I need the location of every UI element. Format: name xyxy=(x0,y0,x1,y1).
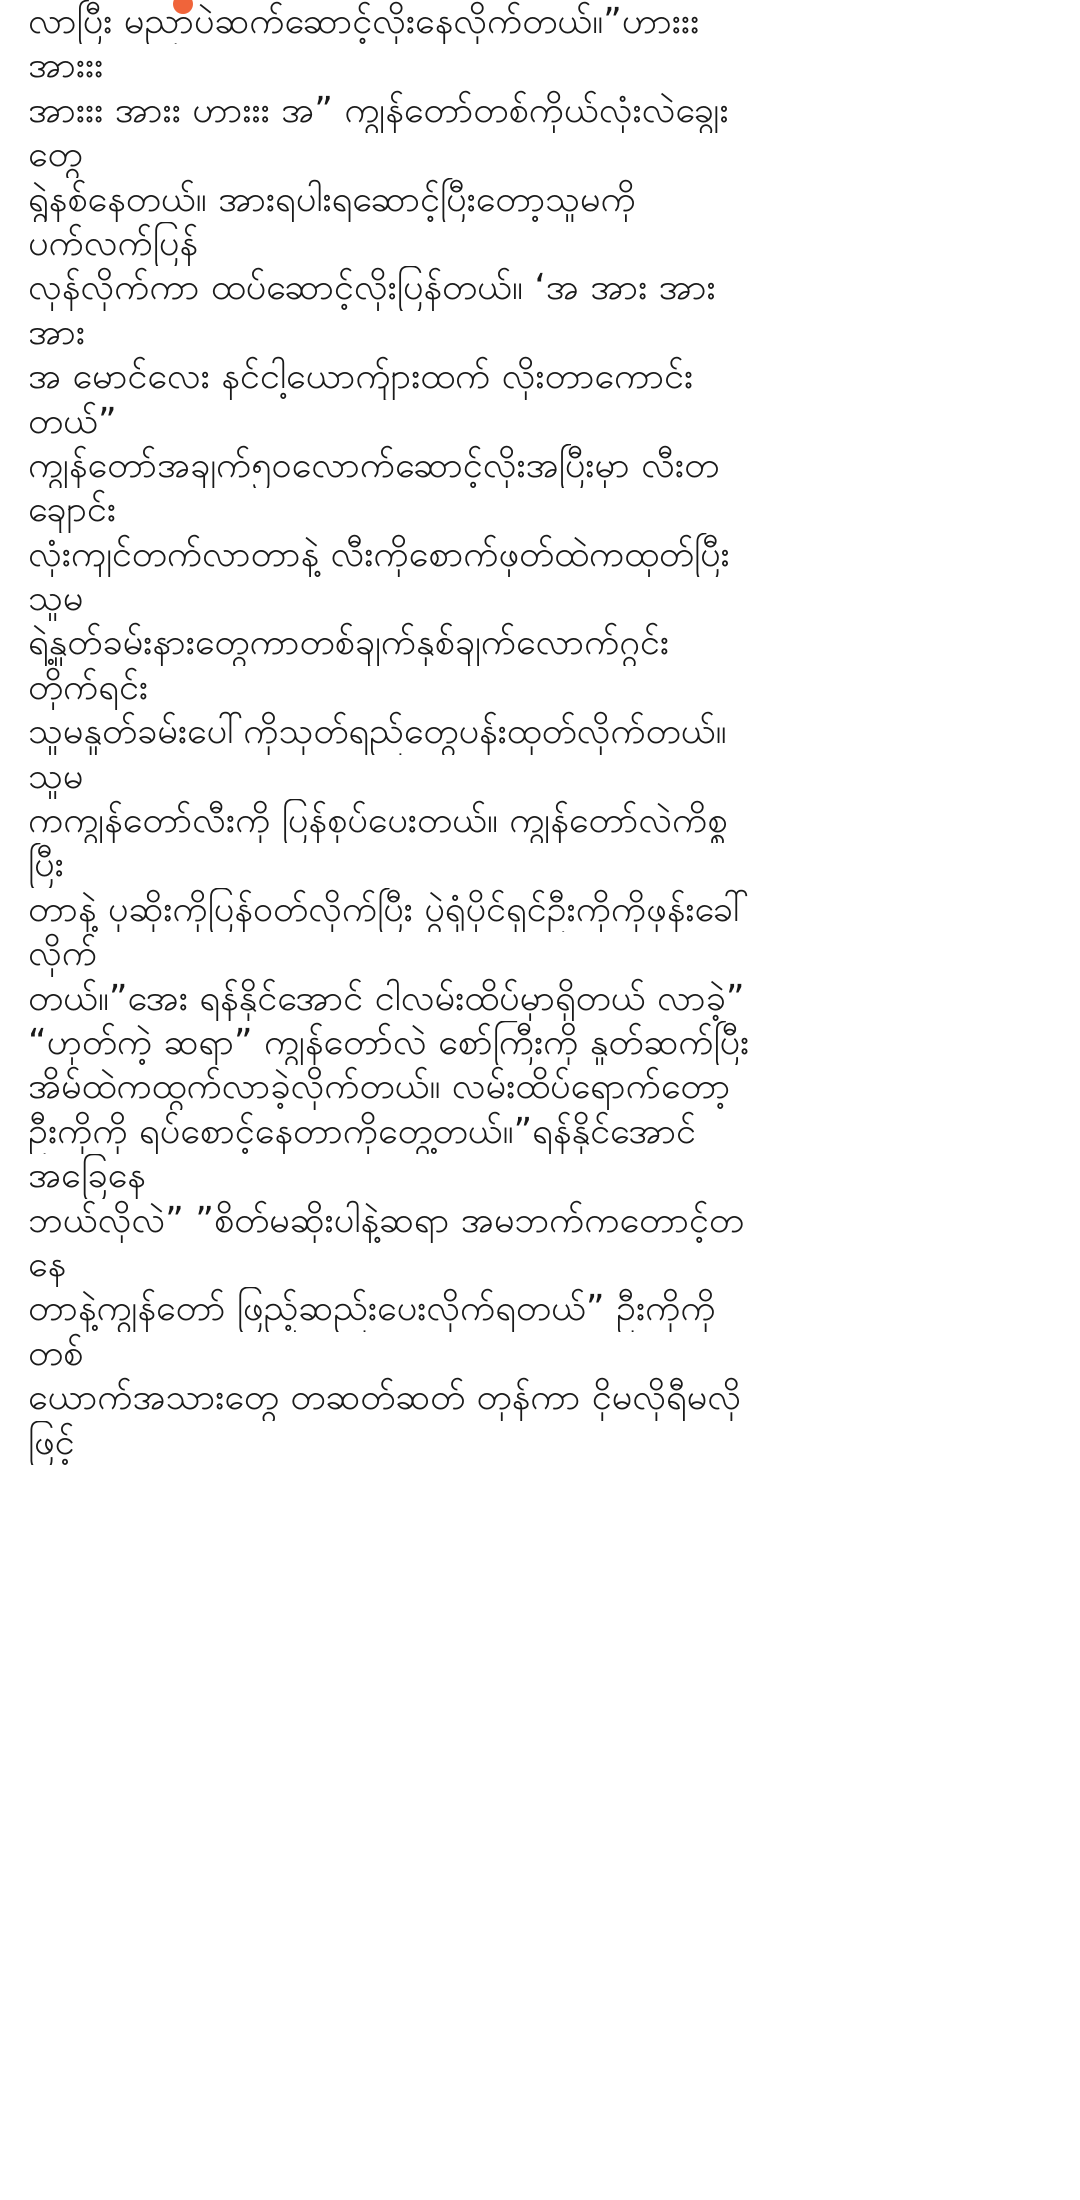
text-line: လှန်လိုက်ကာ ထပ်ဆောင့်လိုးပြန်တယ်။ ‘အ အား အား xyxy=(28,267,716,309)
text-line: ရွဲနစ်နေတယ်။ အားရပါးရဆောင့်ပြီးတော့သူမကို xyxy=(28,178,636,220)
text-line: တာနဲ့ကျွန်တော် ဖြည့်ဆည်းပေးလိုက်ရတယ်” ဦးကိုကို xyxy=(28,1288,716,1330)
text-line: အိမ်ထဲကထွက်လာခဲ့လိုက်တယ်။ လမ်းထိပ်ရောက်တော့ xyxy=(28,1066,731,1108)
text-line: ဦးကိုကို ရပ်စောင့်နေတာကိုတွေ့တယ်။”ရန်နိုင်အောင် xyxy=(28,1110,697,1152)
text-line: ချောင်း xyxy=(28,489,116,531)
text-line: ကကျွန်တော်လီးကို ပြန်စုပ်ပေးတယ်။ ကျွန်တော်လဲကိစ္စ xyxy=(28,800,728,842)
text-line: လာပြီး မညာပဲဆက်ဆောင့်လိုးနေလိုက်တယ်။”ဟားးး xyxy=(28,1,700,42)
text-line: လိုက် xyxy=(28,933,97,975)
text-line: အခြေနေ xyxy=(28,1155,146,1197)
text-line: နေ xyxy=(28,1243,67,1285)
text-line: တွေ xyxy=(28,134,83,176)
text-line: အ မောင်လေး နင်ငါ့ယောက်ျားထက် လိုးတာကောင်း xyxy=(28,356,694,398)
story-text xyxy=(28,0,1068,1465)
text-line: ပက်လက်ပြန် xyxy=(28,222,198,264)
text-line: “ဟုတ်ကဲ့ ဆရာ” ကျွန်တော်လဲ စော်ကြီးကို နှုတ်ဆက်ပြီး xyxy=(28,1021,750,1063)
text-line: ကျွန်တော်အချက်၅၀လောက်ဆောင့်လိုးအပြီးမှာ လီးတ xyxy=(28,444,720,486)
text-line: တိုက်ရင်း xyxy=(28,666,149,708)
text-line: လုံးကျင်တက်လာတာနဲ့ လီးကိုစောက်ဖုတ်ထဲကထုတ်ပြီး xyxy=(28,533,730,575)
text-line: ရဲ့နှုတ်ခမ်းနားတွေကာတစ်ချက်နှစ်ချက်လောက်ဂွင်း xyxy=(28,622,669,664)
text-line: အားးး xyxy=(28,45,104,87)
text-line: တယ်။”အေး ရန်နိုင်အောင် ငါလမ်းထိပ်မှာရှိတယ် လာခဲ့” xyxy=(28,977,745,1019)
text-line: ဘယ်လိုလဲ” ”စိတ်မဆိုးပါနဲ့ဆရာ အမဘက်ကတောင့်တ xyxy=(28,1199,744,1241)
text-line: ပြီး xyxy=(28,844,64,886)
text-line: သူမ xyxy=(28,578,84,620)
text-line: သူမနှုတ်ခမ်းပေါ်ကိုသုတ်ရည်တွေပန်းထုတ်လိုက်တယ်။ xyxy=(28,711,727,753)
text-line: ဖြင့် xyxy=(28,1421,75,1463)
text-line: ယောက်အသားတွေ တဆတ်ဆတ် တုန်ကာ ငိုမလိုရီမလို xyxy=(28,1377,741,1419)
text-line: အား xyxy=(28,311,85,353)
text-line: တယ်” xyxy=(28,400,117,442)
text-line: တာနဲ့ ပုဆိုးကိုပြန်ဝတ်လိုက်ပြီး ပွဲရုံပိုင်ရှင်ဦးကိုကိုဖုန်းခေါ် xyxy=(28,888,750,930)
text-line: တစ် xyxy=(28,1332,84,1374)
text-line: သူမ xyxy=(28,755,84,797)
text-line: အားးး အားး ဟားးး အ” ကျွန်တော်တစ်ကိုယ်လုံးလဲချွေး xyxy=(28,89,729,131)
